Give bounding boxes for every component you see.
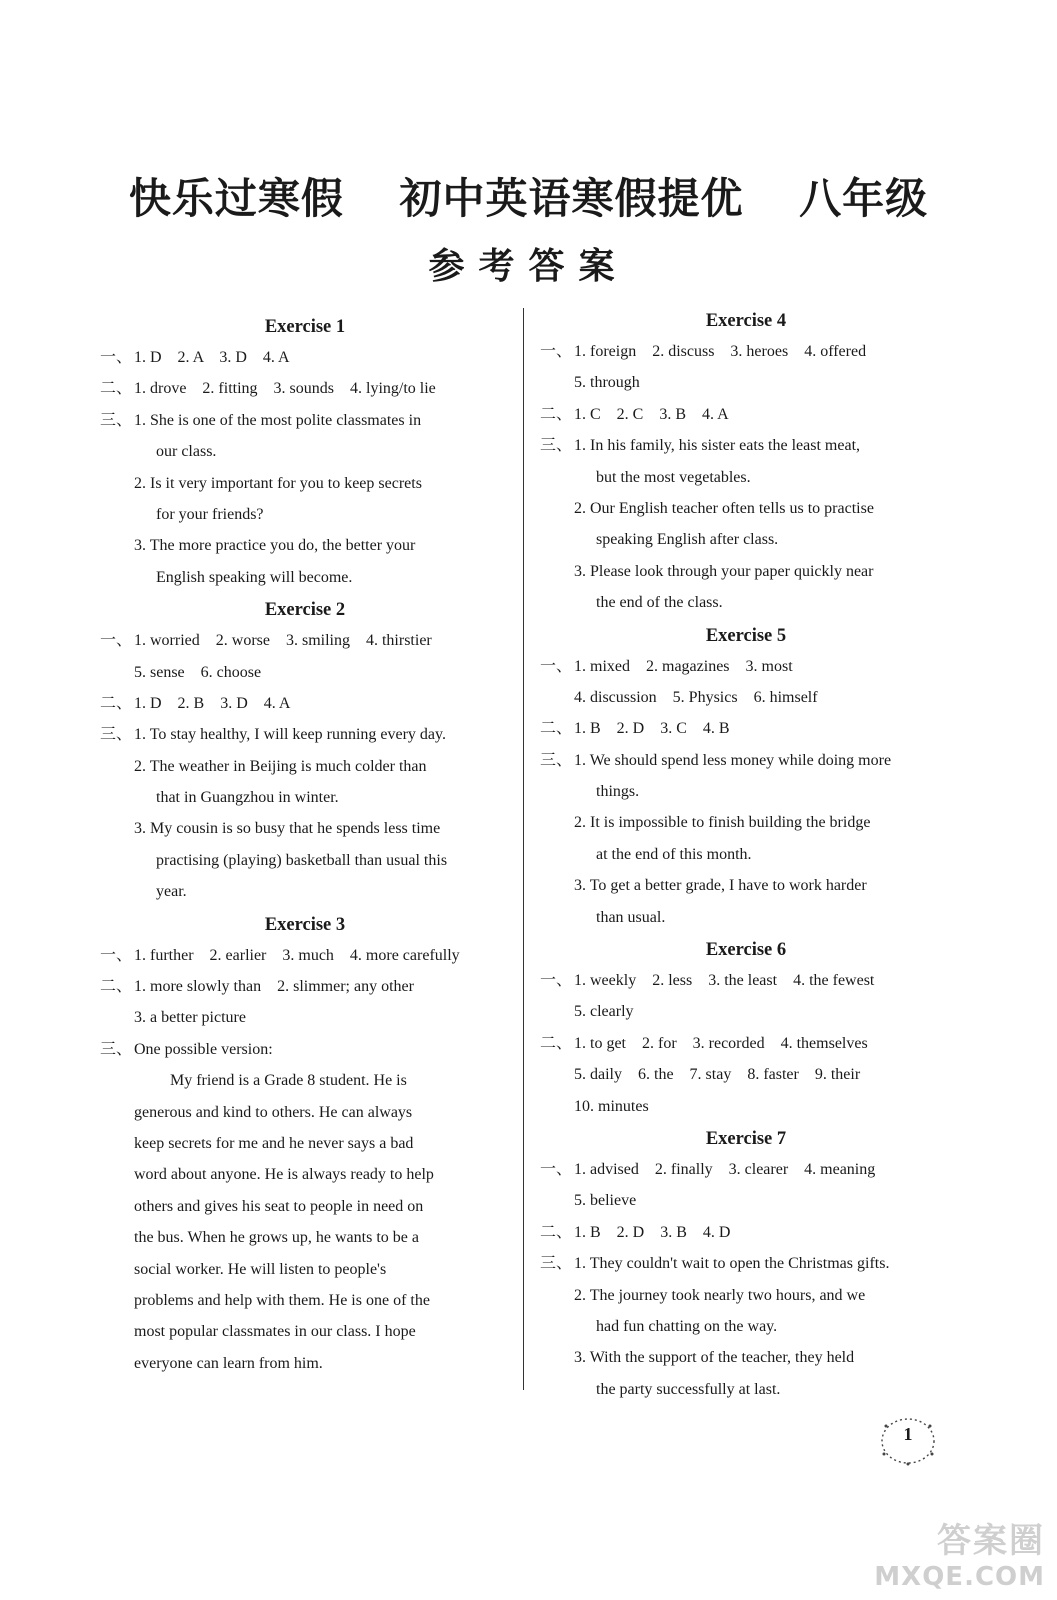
answer-line: 3. To get a better grade, I have to work harder [574, 877, 867, 895]
answer-line: 三、 1. To stay healthy, I will keep running every day. [100, 726, 446, 744]
left-column [100, 310, 510, 1379]
watermark-text: 答案圈 [937, 1521, 1045, 1561]
answer-line: 三、 1. In his family, his sister eats the least meat, [540, 437, 861, 455]
answer-line: 3. a better picture [134, 1009, 246, 1027]
essay-line: others and gives his seat to people in need on [134, 1197, 424, 1215]
answer-line: 二、 1. to get 2. for 3. recorded 4. themselves [540, 1034, 868, 1052]
answer-line: 一、 1. advised 2. finally 3. clearer 4. meaning [540, 1160, 876, 1178]
title-part-1: 快乐过寒假 [128, 174, 344, 223]
answer-line: our class. [156, 443, 217, 461]
answer-line: English speaking will become. [156, 568, 353, 586]
essay-line: My friend is a Grade 8 student. He is [170, 1072, 407, 1090]
answer-line: 5. sense 6. choose [134, 663, 262, 681]
answer-line: 10. minutes [574, 1097, 649, 1115]
page-subtitle: 参考答案 [428, 246, 629, 287]
answer-line: things. [596, 783, 640, 801]
exercise-1-title: Exercise 1 [264, 317, 346, 337]
answer-line: 3. With the support of the teacher, they held [574, 1349, 855, 1367]
answer-line: 三、 1. We should spend less money while doing more [540, 751, 892, 769]
exercise-7-title: Exercise 7 [705, 1128, 787, 1149]
answer-line: at the end of this month. [596, 845, 752, 863]
answer-line: 一、 1. mixed 2. magazines 3. most [540, 657, 793, 675]
exercise-3-title: Exercise 3 [264, 914, 346, 935]
answer-line: 二、 1. B 2. D 3. B 4. D [540, 1223, 731, 1241]
title-part-3: 八年级 [799, 174, 929, 223]
answer-line: 三、 One possible version: [100, 1040, 273, 1058]
answer-line: for your friends? [156, 505, 264, 523]
answer-line: that in Guangzhou in winter. [156, 789, 339, 807]
answer-line: the end of the class. [596, 594, 723, 612]
answer-line: 5. daily 6. the 7. stay 8. faster 9. their [574, 1066, 861, 1084]
answer-line: 一、 1. foreign 2. discuss 3. heroes 4. offered [540, 343, 867, 360]
answer-line: 二、 1. C 2. C 3. B 4. A [540, 405, 729, 423]
answer-line: the party successfully at last. [596, 1380, 781, 1398]
answer-line: speaking English after class. [596, 531, 779, 549]
essay-line: most popular classmates in our class. I hope [134, 1323, 416, 1341]
answer-line: 3. Please look through your paper quickly near [574, 562, 874, 580]
answer-line: 5. believe [574, 1192, 637, 1210]
answer-line: 2. The journey took nearly two hours, and we [574, 1286, 866, 1304]
page-number: 1 [903, 1424, 913, 1444]
answer-line: than usual. [596, 908, 666, 926]
answer-line: practising (playing) basketball than usual this [156, 851, 448, 869]
essay-line: word about anyone. He is always ready to help [134, 1166, 434, 1184]
answer-line: 2. It is impossible to finish building the bridge [574, 814, 871, 832]
exercise-2-title: Exercise 2 [264, 600, 346, 621]
page-title [0, 166, 1057, 226]
answer-line: 二、 1. more slowly than 2. slimmer; any other [100, 978, 414, 996]
answer-line: 5. through [574, 374, 640, 392]
answer-line: 5. clearly [574, 1003, 634, 1021]
title-part-2: 初中英语寒假提优 [399, 174, 744, 223]
essay-line: social worker. He will listen to people's [134, 1260, 387, 1278]
essay-line: the bus. When he grows up, he wants to be a [134, 1229, 419, 1247]
answer-line: 二、 1. drove 2. fitting 3. sounds 4. lying/to lie [100, 380, 436, 398]
answer-line: had fun chatting on the way. [596, 1317, 778, 1335]
watermark-url: MXQE.COM [874, 1562, 1045, 1592]
essay-line: problems and help with them. He is one of the [134, 1291, 430, 1309]
essay-line: keep secrets for me and he never says a bad [134, 1134, 414, 1152]
answer-line: 2. Our English teacher often tells us to practise [574, 499, 874, 517]
answer-line: 一、 1. D 2. A 3. D 4. A [100, 349, 290, 366]
watermark [874, 1513, 1045, 1592]
answer-line: 二、 1. D 2. B 3. D 4. A [100, 694, 291, 712]
answer-line: 3. My cousin is so busy that he spends less time [134, 820, 441, 838]
answer-line: 三、 1. They couldn't wait to open the Christmas gifts. [540, 1255, 890, 1273]
right-column [540, 310, 952, 1405]
answer-line: 2. Is it very important for you to keep secrets [134, 474, 422, 492]
answer-line: 3. The more practice you do, the better your [134, 537, 416, 555]
essay-line: everyone can learn from him. [134, 1354, 323, 1372]
exercise-5-title: Exercise 5 [705, 625, 787, 646]
page-number-ornament [872, 1412, 944, 1470]
column-divider [523, 308, 524, 1390]
answer-line: 一、 1. worried 2. worse 3. smiling 4. thirstier [100, 632, 432, 650]
answer-line: 一、 1. weekly 2. less 3. the least 4. the fewest [540, 972, 875, 990]
exercise-4-title: Exercise 4 [705, 311, 787, 331]
answer-line: 一、 1. further 2. earlier 3. much 4. more carefully [100, 946, 460, 964]
answer-line: year. [156, 883, 187, 901]
answer-line: 三、 1. She is one of the most polite classmates in [100, 411, 422, 429]
answer-line: 4. discussion 5. Physics 6. himself [574, 688, 818, 706]
exercise-6-title: Exercise 6 [705, 940, 787, 961]
answer-line: 二、 1. B 2. D 3. C 4. B [540, 720, 730, 738]
answer-line: but the most vegetables. [596, 468, 751, 486]
answer-line: 2. The weather in Beijing is much colder than [134, 757, 427, 775]
essay-line: generous and kind to others. He can always [134, 1103, 413, 1121]
